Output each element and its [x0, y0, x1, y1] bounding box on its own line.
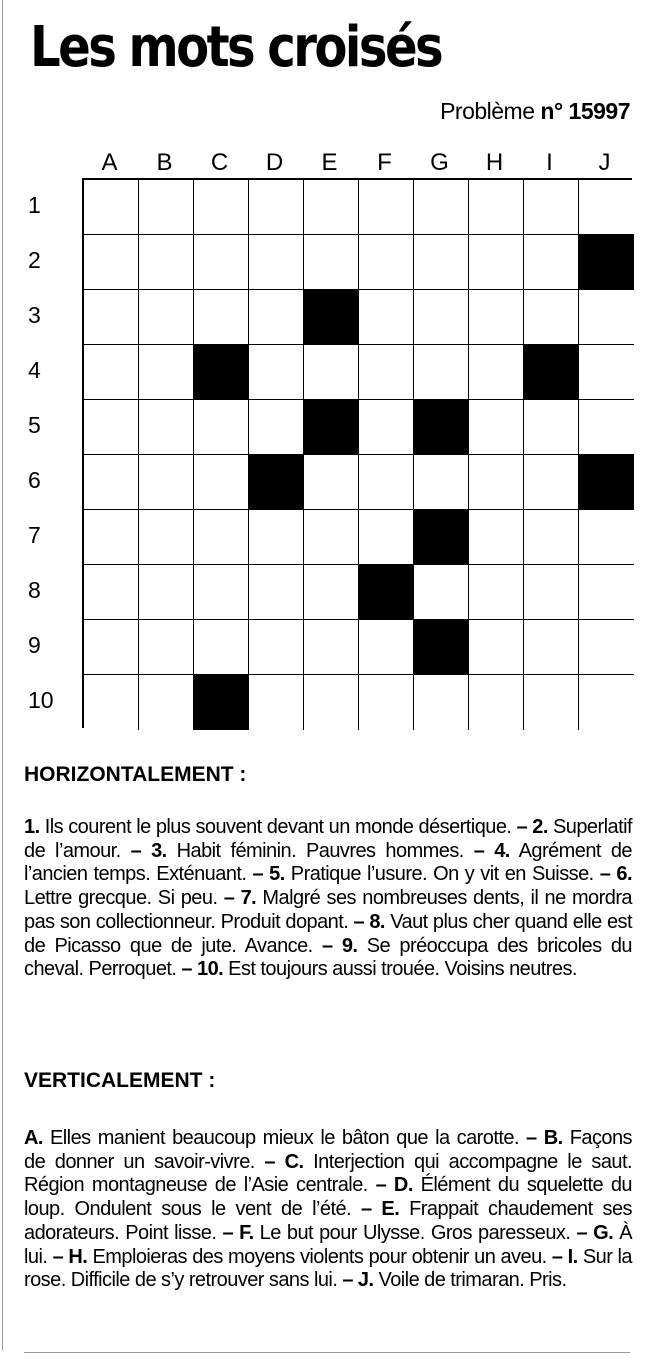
- vertical-heading: VERTICALEMENT :: [24, 1069, 216, 1092]
- grid-cell-e6[interactable]: [304, 455, 359, 510]
- grid-cell-i2[interactable]: [524, 235, 579, 290]
- grid-column-letters: [82, 148, 632, 178]
- clue-number: – G.: [576, 1221, 614, 1244]
- grid-cell-c7[interactable]: [194, 510, 249, 565]
- row-number-8: 8: [28, 577, 41, 603]
- grid-cell-f1[interactable]: [359, 180, 414, 235]
- clue-number: – H.: [52, 1245, 88, 1268]
- grid-cell-b8[interactable]: [139, 565, 194, 620]
- black-cell-e5: [304, 400, 359, 455]
- row-number-1: 1: [28, 192, 41, 218]
- grid-cell-j10[interactable]: [579, 675, 634, 730]
- grid-cell-f2[interactable]: [359, 235, 414, 290]
- grid-cell-b9[interactable]: [139, 620, 194, 675]
- grid-cell-f7[interactable]: [359, 510, 414, 565]
- grid-cell-i6[interactable]: [524, 455, 579, 510]
- grid-cell-h3[interactable]: [469, 290, 524, 345]
- grid-cell-b6[interactable]: [139, 455, 194, 510]
- grid-cell-j9[interactable]: [579, 620, 634, 675]
- grid-cell-j5[interactable]: [579, 400, 634, 455]
- clue-text: Se préoccupa des bricoles du cheval. Perroquet.: [24, 934, 632, 981]
- black-cell-i4: [524, 345, 579, 400]
- grid-cell-h4[interactable]: [469, 345, 524, 400]
- grid-row-numbers: [28, 178, 78, 728]
- grid-cell-d4[interactable]: [249, 345, 304, 400]
- clue-number: – D.: [375, 1174, 413, 1197]
- crossword-grid: [82, 178, 632, 728]
- black-cell-e3: [304, 290, 359, 345]
- grid-cell-c9[interactable]: [194, 620, 249, 675]
- clue-text: Vaut plus cher quand elle est de Picasso que de jute. Avance.: [24, 910, 632, 957]
- grid-cell-i5[interactable]: [524, 400, 579, 455]
- clue-number: – 9.: [321, 934, 358, 957]
- grid-cell-d8[interactable]: [249, 565, 304, 620]
- clue-text: Sur la rose. Difficile de s’y retrouver sans lui.: [24, 1245, 633, 1292]
- clue-number: – 5.: [252, 863, 285, 886]
- grid-cell-c1[interactable]: [194, 180, 249, 235]
- black-cell-g5: [414, 400, 469, 455]
- clue-number: – C.: [264, 1150, 304, 1173]
- bottom-rule: [24, 1352, 630, 1353]
- clue-number: – B.: [526, 1127, 563, 1149]
- clue-text: Habit féminin. Pauvres hommes.: [166, 839, 474, 862]
- grid-cell-g1[interactable]: [414, 180, 469, 235]
- grid-cell-d5[interactable]: [249, 400, 304, 455]
- clue-number: – 10.: [181, 958, 224, 981]
- clue-text: Façons de donner un savoir-vivre.: [24, 1127, 633, 1173]
- clue-number: – 8.: [353, 910, 385, 933]
- clue-number: A.: [24, 1127, 43, 1149]
- column-letter-f: F: [377, 149, 392, 176]
- column-letter-j: J: [598, 149, 611, 176]
- horizontal-heading: HORIZONTALEMENT :: [24, 763, 247, 786]
- grid-cell-f4[interactable]: [359, 345, 414, 400]
- clue-text: Agrément de l’ancien temps. Exténuant.: [24, 839, 632, 886]
- column-letter-g: G: [430, 149, 449, 176]
- black-cell-j2: [579, 235, 634, 290]
- grid-cell-d7[interactable]: [249, 510, 304, 565]
- grid-cell-c3[interactable]: [194, 290, 249, 345]
- black-cell-g7: [414, 510, 469, 565]
- clue-text: Ils courent le plus souvent devant un monde désertique.: [39, 816, 517, 838]
- clue-text: Frappait chaudement ses adorateurs. Point lisse.: [24, 1198, 632, 1244]
- left-margin-rule: [2, 0, 3, 1350]
- clue-number: – 4.: [473, 839, 510, 862]
- clue-text: À lui.: [24, 1221, 632, 1268]
- grid-cell-a3[interactable]: [84, 290, 139, 345]
- grid-cell-b5[interactable]: [139, 400, 194, 455]
- clue-number: – 6.: [599, 863, 632, 886]
- grid-cell-g2[interactable]: [414, 235, 469, 290]
- clue-text: Voile de trimaran. Pris.: [373, 1269, 567, 1292]
- column-letter-e: E: [321, 149, 338, 176]
- grid-cell-g8[interactable]: [414, 565, 469, 620]
- grid-cell-i3[interactable]: [524, 290, 579, 345]
- clue-text: Superlatif de l’amour.: [24, 816, 632, 862]
- grid-cell-a4[interactable]: [84, 345, 139, 400]
- grid-cell-h7[interactable]: [469, 510, 524, 565]
- grid-cell-i1[interactable]: [524, 180, 579, 235]
- clue-number: – F.: [222, 1221, 254, 1244]
- grid-cell-a1[interactable]: [84, 180, 139, 235]
- clue-text: Élément du squelette du loup. Ondulent sous le vent de l’été.: [24, 1174, 633, 1221]
- grid-cell-e2[interactable]: [304, 235, 359, 290]
- grid-cell-a5[interactable]: [84, 400, 139, 455]
- grid-cell-h8[interactable]: [469, 565, 524, 620]
- column-letter-d: D: [265, 149, 284, 176]
- grid-cell-c6[interactable]: [194, 455, 249, 510]
- grid-cell-h1[interactable]: [469, 180, 524, 235]
- black-cell-d6: [249, 455, 304, 510]
- grid-cell-g4[interactable]: [414, 345, 469, 400]
- grid-cell-j7[interactable]: [579, 510, 634, 565]
- grid-cell-d3[interactable]: [249, 290, 304, 345]
- grid-cell-g3[interactable]: [414, 290, 469, 345]
- grid-cell-f5[interactable]: [359, 400, 414, 455]
- grid-cell-b10[interactable]: [139, 675, 194, 730]
- grid-cell-b4[interactable]: [139, 345, 194, 400]
- grid-cell-b3[interactable]: [139, 290, 194, 345]
- problem-id: n° 15997: [540, 98, 630, 124]
- grid-cell-b1[interactable]: [139, 180, 194, 235]
- grid-cell-h5[interactable]: [469, 400, 524, 455]
- grid-cell-i10[interactable]: [524, 675, 579, 730]
- grid-cell-a7[interactable]: [84, 510, 139, 565]
- grid-cell-e4[interactable]: [304, 345, 359, 400]
- column-letter-a: A: [101, 149, 118, 176]
- grid-cell-i8[interactable]: [524, 565, 579, 620]
- grid-cell-f10[interactable]: [359, 675, 414, 730]
- clue-number: – 7.: [223, 887, 257, 910]
- grid-cell-e7[interactable]: [304, 510, 359, 565]
- column-letter-b: B: [156, 149, 173, 176]
- grid-cell-j8[interactable]: [579, 565, 634, 620]
- grid-cell-j1[interactable]: [579, 180, 634, 235]
- problem-number: [440, 98, 630, 125]
- clue-text: Le but pour Ulysse. Gros paresseux.: [253, 1221, 577, 1244]
- grid-cell-h6[interactable]: [469, 455, 524, 510]
- clue-number: – E.: [360, 1198, 400, 1221]
- clue-number: – I.: [551, 1245, 578, 1268]
- grid-cell-i7[interactable]: [524, 510, 579, 565]
- column-letter-h: H: [485, 149, 504, 176]
- black-cell-f8: [359, 565, 414, 620]
- grid-cell-d2[interactable]: [249, 235, 304, 290]
- clue-text: Pratique l’usure. On y vit en Suisse.: [284, 863, 600, 886]
- grid-cell-c8[interactable]: [194, 565, 249, 620]
- page-title: Les mots croisés: [30, 15, 442, 80]
- grid-cell-j4[interactable]: [579, 345, 634, 400]
- grid-cell-d9[interactable]: [249, 620, 304, 675]
- grid-cell-e10[interactable]: [304, 675, 359, 730]
- clue-number: 1.: [24, 816, 40, 838]
- row-number-9: 9: [28, 632, 41, 658]
- row-number-10: 10: [28, 687, 54, 713]
- black-cell-j6: [579, 455, 634, 510]
- column-letter-i: I: [546, 149, 553, 176]
- grid-cell-h10[interactable]: [469, 675, 524, 730]
- grid-cell-d10[interactable]: [249, 675, 304, 730]
- grid-cell-h2[interactable]: [469, 235, 524, 290]
- clue-text: Emploieras des moyens violents pour obtenir un aveu.: [87, 1245, 552, 1268]
- grid-cell-d1[interactable]: [249, 180, 304, 235]
- clue-text: Elles manient beaucoup mieux le bâton que la carotte.: [42, 1127, 527, 1149]
- grid-cell-a6[interactable]: [84, 455, 139, 510]
- row-number-6: 6: [28, 467, 41, 493]
- clue-number: – J.: [342, 1269, 374, 1292]
- column-letter-c: C: [210, 149, 229, 176]
- problem-label: Problème: [440, 98, 535, 124]
- row-number-5: 5: [28, 412, 41, 438]
- black-cell-g9: [414, 620, 469, 675]
- grid-cell-e1[interactable]: [304, 180, 359, 235]
- clue-text: Lettre grecque. Si peu.: [24, 887, 224, 910]
- grid-cell-b7[interactable]: [139, 510, 194, 565]
- row-number-3: 3: [28, 302, 41, 328]
- grid-cell-a10[interactable]: [84, 675, 139, 730]
- horizontal-clues: [24, 816, 632, 982]
- grid-cell-e8[interactable]: [304, 565, 359, 620]
- grid-cell-c5[interactable]: [194, 400, 249, 455]
- clue-text: Malgré ses nombreuses dents, il ne mordra pas son collectionneur. Produit dopant.: [24, 887, 633, 933]
- clue-number: – 3.: [130, 839, 167, 862]
- grid-cell-g10[interactable]: [414, 675, 469, 730]
- grid-cell-a2[interactable]: [84, 235, 139, 290]
- grid-cell-f9[interactable]: [359, 620, 414, 675]
- clue-text: Interjection qui accompagne le saut. Région montagneuse de l’Asie centrale.: [24, 1150, 633, 1197]
- grid-cell-a8[interactable]: [84, 565, 139, 620]
- grid-cell-i9[interactable]: [524, 620, 579, 675]
- grid-cell-b2[interactable]: [139, 235, 194, 290]
- vertical-clues: [24, 1127, 632, 1293]
- grid-cell-f3[interactable]: [359, 290, 414, 345]
- row-number-7: 7: [28, 522, 41, 548]
- grid-cell-g6[interactable]: [414, 455, 469, 510]
- clue-text: Est toujours aussi trouée. Voisins neutres.: [223, 958, 577, 981]
- grid-cell-e9[interactable]: [304, 620, 359, 675]
- black-cell-c4: [194, 345, 249, 400]
- grid-cell-a9[interactable]: [84, 620, 139, 675]
- clue-number: – 2.: [516, 816, 548, 838]
- black-cell-c10: [194, 675, 249, 730]
- row-number-2: 2: [28, 247, 41, 273]
- grid-cell-h9[interactable]: [469, 620, 524, 675]
- row-number-4: 4: [28, 357, 41, 383]
- grid-cell-f6[interactable]: [359, 455, 414, 510]
- grid-cell-c2[interactable]: [194, 235, 249, 290]
- grid-cell-j3[interactable]: [579, 290, 634, 345]
